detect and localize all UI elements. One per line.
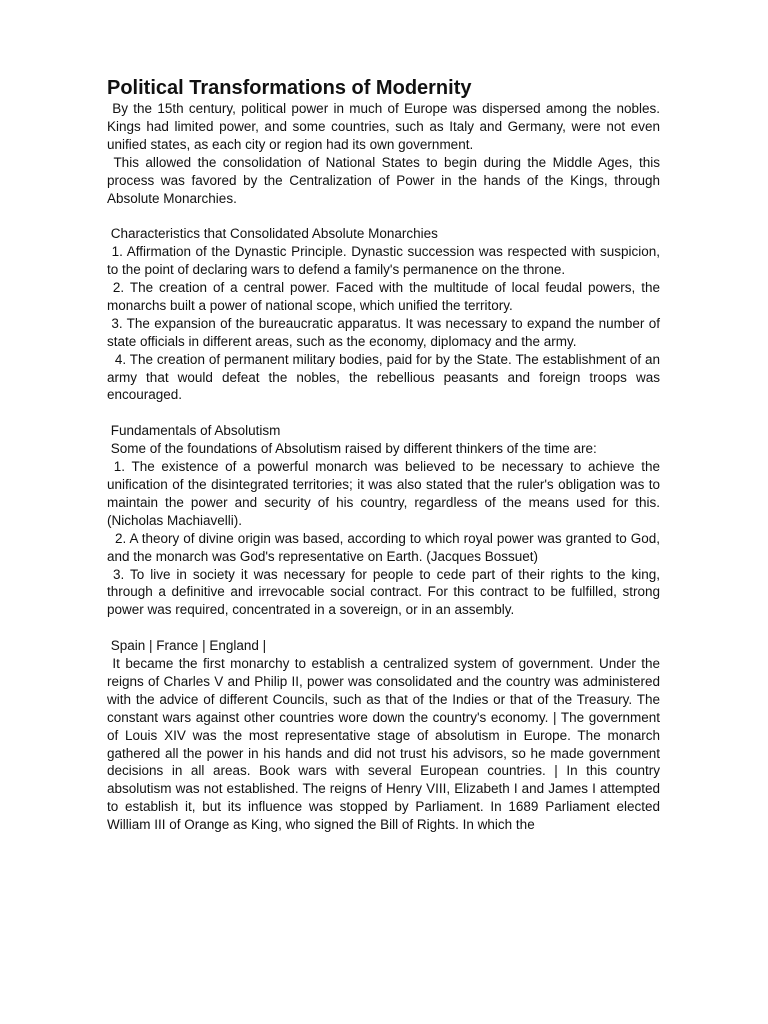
section-spacer: [107, 404, 660, 422]
characteristics-item-2: 2. The creation of a central power. Faced with the multitude of local feudal powers, the monarchs built a power of national scope, which unified the territory.: [107, 280, 664, 313]
fundamentals-lead: Some of the foundations of Absolutism raised by different thinkers of the time are:: [107, 441, 597, 457]
fundamentals-item-3: 3. To live in society it was necessary for people to cede part of their rights to the king, through a definitive and irrevocable social contract. For this contract to be fulfilled, strong power was required, concentrated in a sovereign, or in an assembly.: [107, 566, 664, 618]
intro-paragraph-2: This allowed the consolidation of National States to begin during the Middle Ages, this process was favored by the Centralization of Power in the hands of the Kings, through Absolute Monarchies.: [107, 154, 664, 206]
countries-body: It became the first monarchy to establish a centralized system of government. Under the reigns of Charles V and Philip II, power was consolidated and the country was administered with the advice of different Councils, such as that of the Indies or that of the Treasury. The constant wars against other countries wore down the country's economy. | The government of Louis XIV was the most representative stage of absolutism in Europe. The monarch gathered all the power in his hands and did not trust his advisors, so he made government decisions in all areas. Book wars with several European countries. | In this country absolutism was not established. The reigns of Henry VIII, Elizabeth I and James I attempted to establish it, but its influence was stopped by Parliament. In 1689 Parliament elected William III of Orange as King, who signed the Bill of Rights. In which the: [107, 656, 664, 833]
characteristics-item-4: 4. The creation of permanent military bodies, paid for by the State. The establishment of an army that would defeat the nobles, the rebellious peasants and foreign troops was encouraged.: [107, 351, 664, 403]
section-spacer: [107, 619, 660, 637]
document-page: [107, 76, 664, 834]
characteristics-item-1: 1. Affirmation of the Dynastic Principle. Dynastic succession was respected with suspicion, to the point of declaring wars to defend a family's permanence on the throne.: [107, 244, 664, 278]
page-title: Political Transformations of Modernity: [107, 77, 472, 99]
characteristics-heading: Characteristics that Consolidated Absolute Monarchies: [107, 226, 438, 242]
section-spacer: [107, 207, 660, 225]
fundamentals-item-1: 1. The existence of a powerful monarch was believed to be necessary to achieve the unification of the disintegrated territories; it was also stated that the ruler's obligation was to maintain the power and security of his country, regardless of the means used for this. (Nicholas Machiavelli).: [107, 459, 664, 528]
fundamentals-item-2: 2. A theory of divine origin was based, according to which royal power was granted to God, and the monarch was God's representative on Earth. (Jacques Bossuet): [107, 530, 664, 564]
fundamentals-heading: Fundamentals of Absolutism: [107, 423, 281, 439]
characteristics-item-3: 3. The expansion of the bureaucratic apparatus. It was necessary to expand the number of state officials in different areas, such as the economy, diplomacy and the army.: [107, 315, 664, 349]
countries-heading: Spain | France | England |: [107, 638, 267, 654]
intro-paragraph-1: By the 15th century, political power in much of Europe was dispersed among the nobles. Kings had limited power, and some countries, such as Italy and Germany, were not even unified states, as each city or region had its own government.: [107, 101, 664, 152]
